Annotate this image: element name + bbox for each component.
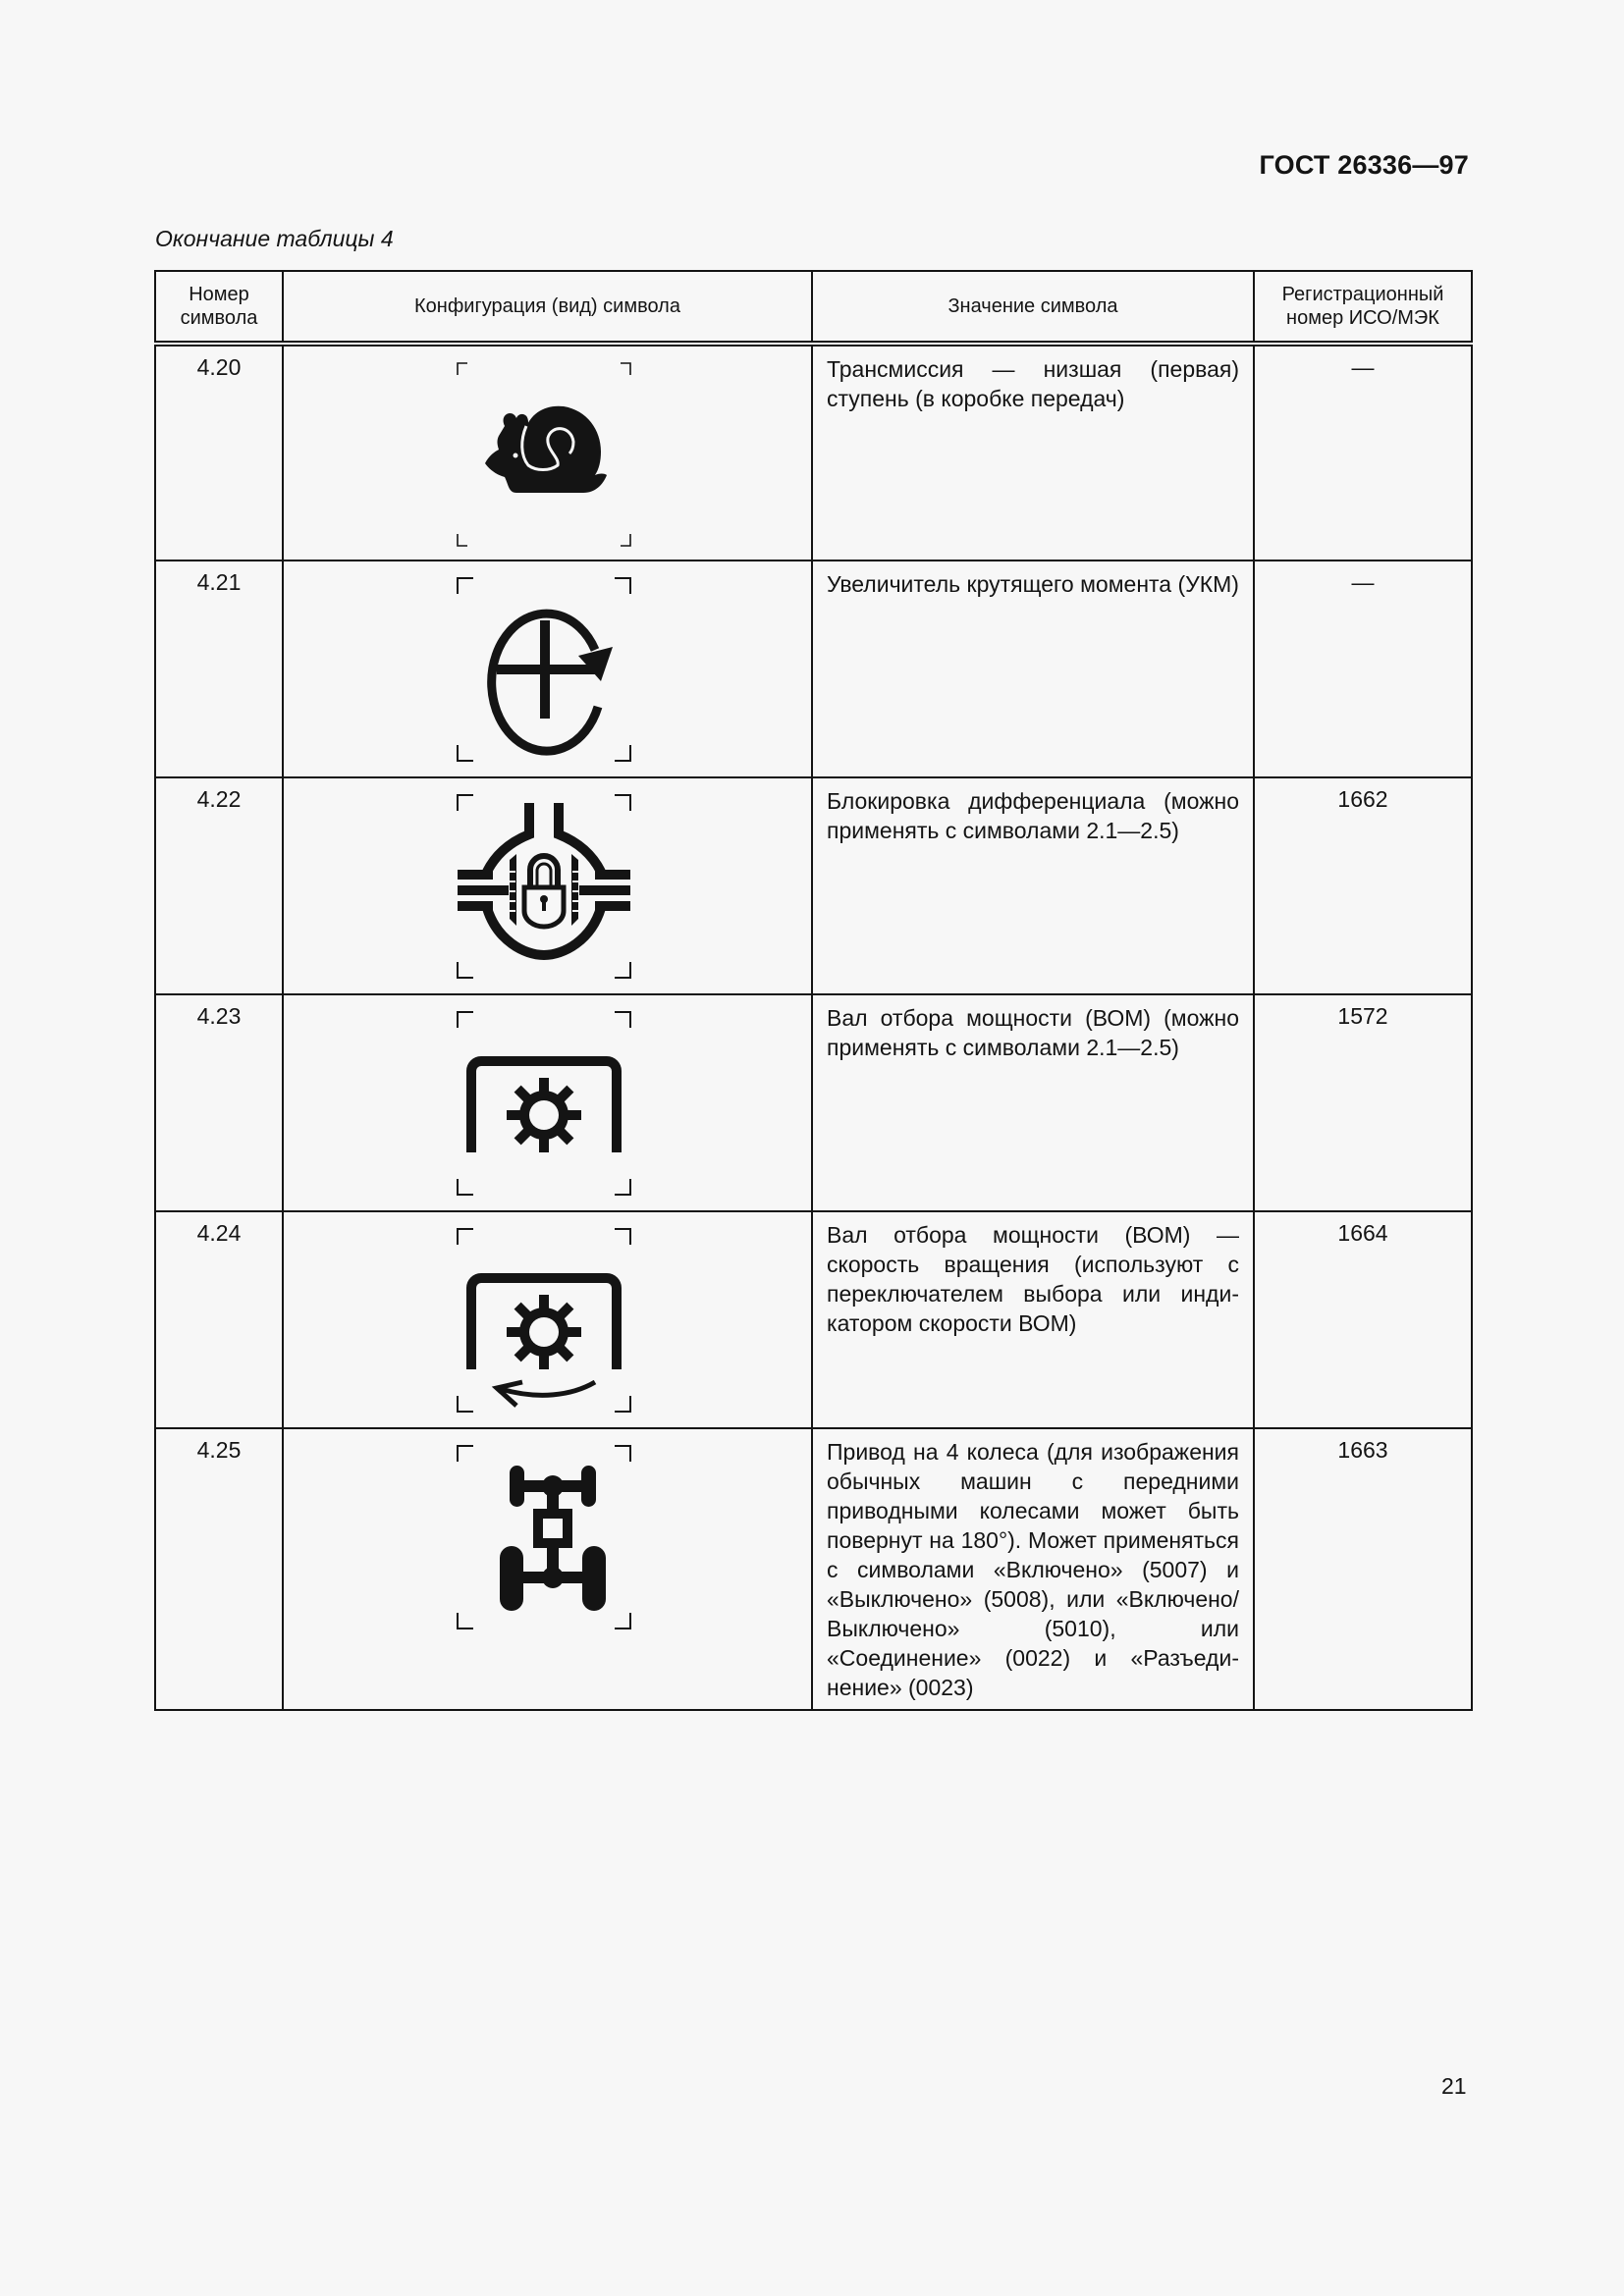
symbol-meaning: Привод на 4 колеса (для изображения обычных машин с передними приводными колесами может быть повернут на 180°). Может применяться с символами «Включено» (5007) и «Выключено» (5008), или «Включено/Выключено» (5010), или «Соединение» (0022) и «Разъединение» (0023): [812, 1428, 1254, 1710]
column-header-registration: Регистрационный номер ИСО/МЭК: [1254, 271, 1472, 344]
symbol-meaning: Блокировка дифференциала (можно применять с символами 2.1—2.5): [812, 777, 1254, 994]
column-header-number: Номер символа: [155, 271, 283, 344]
symbol-number: 4.24: [155, 1211, 283, 1428]
symbols-table: [154, 270, 1473, 1711]
symbol-configuration: [283, 1211, 812, 1428]
registration-number: —: [1254, 561, 1472, 777]
pto-rotation-speed-icon: [456, 1227, 632, 1414]
symbol-configuration: [283, 561, 812, 777]
table-row: [155, 1211, 1472, 1428]
symbol-number: 4.21: [155, 561, 283, 777]
symbol-meaning: Увеличитель крутящего момента (УКМ): [812, 561, 1254, 777]
table-row: [155, 1428, 1472, 1710]
torque-amplifier-icon: [456, 576, 632, 763]
symbol-number: 4.25: [155, 1428, 283, 1710]
table-caption: Окончание таблицы 4: [155, 226, 394, 251]
registration-number: 1662: [1254, 777, 1472, 994]
document-code: ГОСТ 26336—97: [1259, 150, 1469, 180]
registration-number: —: [1254, 344, 1472, 561]
column-header-configuration: Конфигурация (вид) символа: [283, 271, 812, 344]
snail-icon: [456, 361, 632, 548]
table-row: [155, 777, 1472, 994]
symbol-configuration: [283, 777, 812, 994]
registration-number: 1663: [1254, 1428, 1472, 1710]
table-row: [155, 994, 1472, 1211]
symbol-configuration: [283, 994, 812, 1211]
symbol-configuration: [283, 1428, 812, 1710]
symbol-number: 4.22: [155, 777, 283, 994]
registration-number: 1664: [1254, 1211, 1472, 1428]
symbol-meaning: Вал отбора мощности (ВОМ) (можно применять с символами 2.1—2.5): [812, 994, 1254, 1211]
column-header-meaning: Значение символа: [812, 271, 1254, 344]
four-wheel-drive-icon: [456, 1444, 632, 1630]
table-row: [155, 344, 1472, 561]
power-take-off-icon: [456, 1010, 632, 1197]
symbol-number: 4.23: [155, 994, 283, 1211]
table-header-row: [155, 271, 1472, 344]
symbol-meaning: Трансмиссия — низшая (первая) ступень (в коробке передач): [812, 344, 1254, 561]
symbol-configuration: [283, 344, 812, 561]
table-row: [155, 561, 1472, 777]
registration-number: 1572: [1254, 994, 1472, 1211]
differential-lock-icon: [456, 793, 632, 980]
page-number: 21: [1441, 2073, 1467, 2099]
symbol-meaning: Вал отбора мощности (ВОМ) — скорость вращения (используют с переключателем выбора или индикатором скорости ВОМ): [812, 1211, 1254, 1428]
symbol-number: 4.20: [155, 344, 283, 561]
